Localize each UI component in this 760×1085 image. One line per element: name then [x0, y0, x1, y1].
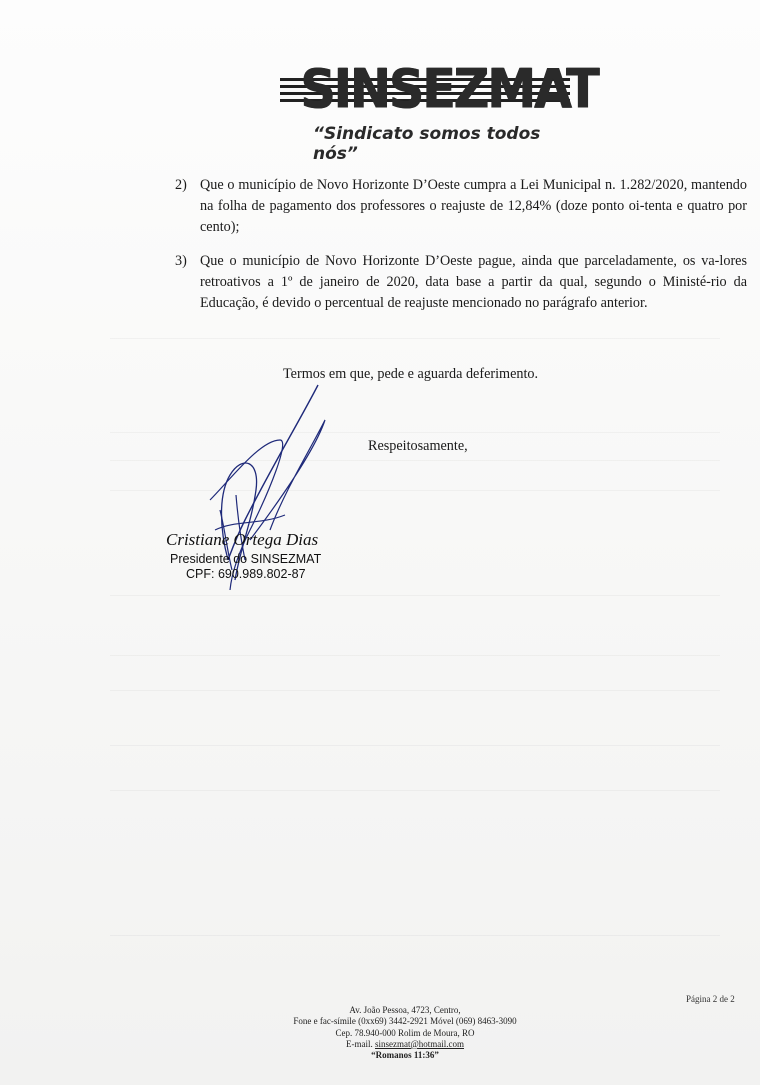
- footer-verse: “Romanos 11:36”: [371, 1050, 439, 1061]
- regards-text: Respeitosamente,: [368, 438, 468, 454]
- footer-email-link[interactable]: sinsezmat@hotmail.com: [374, 1038, 465, 1049]
- signatory-cpf: CPF: 690.989.802-87: [186, 567, 306, 581]
- item-text: Que o município de Novo Horizonte D’Oeste cumpra a Lei Municipal n. 1.282/2020, mantendo na folha de pagamento dos professores o reajuste de 12,84% (doze ponto oi-tenta e quatro por cento);: [200, 177, 747, 235]
- signatory-role: Presidente do SINSEZMAT: [170, 552, 322, 566]
- list-item: [175, 175, 747, 238]
- footer-cep: Cep. 78.940-000 Rolim de Moura, RO: [335, 1027, 475, 1038]
- footer-address: Av. João Pessoa, 4723, Centro,: [349, 1005, 461, 1015]
- letterhead-footer: [250, 1005, 560, 1061]
- item-text: Que o município de Novo Horizonte D’Oeste pague, ainda que parceladamente, os va-lores retroativos a 1º de janeiro de 2020, data base a partir da qual, segundo o Ministé-rio da Educação, é devido o percentual de reajuste mencionado no parágrafo anterior.: [200, 253, 747, 311]
- footer-email-line: [250, 1039, 560, 1050]
- item-number: 2): [175, 177, 187, 193]
- page-number: Página 2 de 2: [686, 994, 735, 1004]
- footer-email-label: E-mail.: [345, 1038, 373, 1049]
- letterhead-logo: [280, 52, 598, 164]
- item-number: 3): [175, 253, 187, 269]
- signatory-name: Cristiane Ortega Dias: [166, 530, 319, 549]
- logo-wordmark: SINSEZMAT: [300, 58, 598, 121]
- list-item: [175, 251, 747, 314]
- closing-statement: Termos em que, pede e aguarda deferimento.: [283, 366, 539, 382]
- footer-phone: Fone e fac-símile (0xx69) 3442-2921 Móvel (069) 8463-3090: [293, 1016, 517, 1027]
- logo-slogan: “Sindicato somos todos nós”: [313, 124, 541, 164]
